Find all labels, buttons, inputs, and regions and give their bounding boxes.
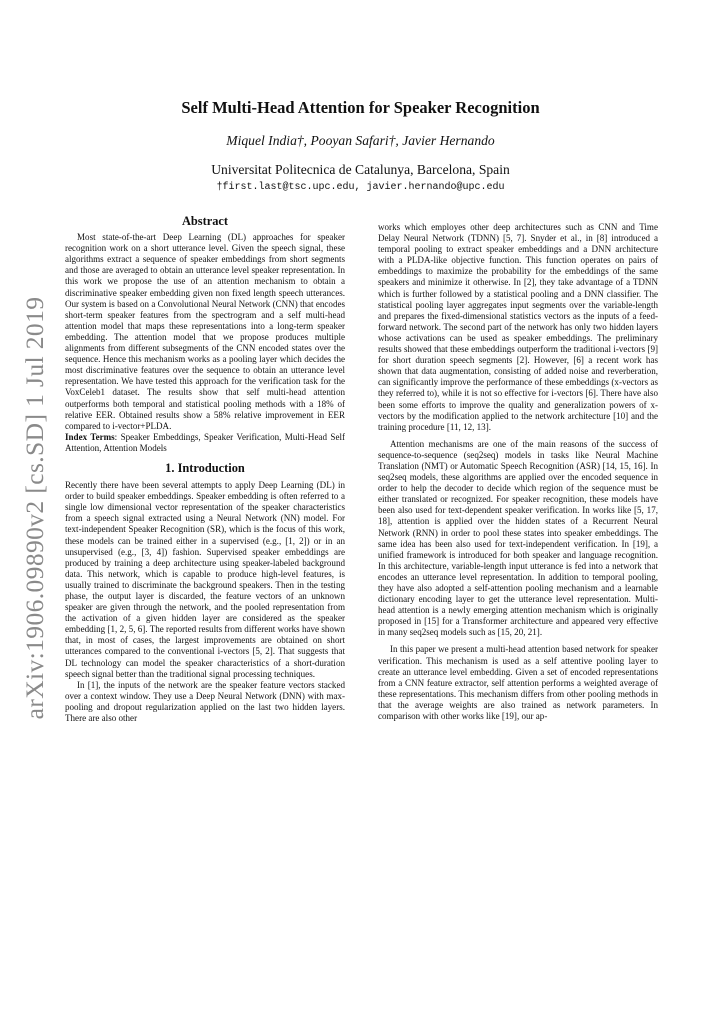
intro-paragraph-5: In this paper we present a multi-head attention based network for speaker verification. This mechanism is used as a self attentive pooling layer to create an utterance level embedding. Given a set of encoded representations from a CNN feature extractor, self attention performs a weighted average of these representations. This mechanism differs from other pooling methods in that the average weights are also trained as network parameters. In comparison with other works like [19], our ap- (378, 644, 658, 722)
intro-heading: 1. Introduction (165, 460, 245, 475)
index-terms-label: Index Terms (65, 431, 115, 442)
intro-paragraph-1: Recently there have been several attempts to apply Deep Learning (DL) in order to build speaker embeddings. Speaker embedding is often referred to a single low dimensional vector representation of the speaker characteristics from a speech signal extracted using a Neural Network (NN) model. For text-independent Speaker Recognition (SR), which is the focus of this work, these models can be trained either in a supervised (e.g., [1, 2]) or in an unsupervised (e.g., [3, 4]) fashion. Supervised speaker embeddings are produced by training a deep architecture using speaker-labeled background data. This network, which is capable to produce high-level features, is usually trained to discriminate the background speakers. Then in the testing phase, the output layer is discarded, the feature vectors of an unknown speaker are given through the network, and the pooled representation from the activation of a given hidden layer are considered as the speaker embedding [1, 2, 5, 6]. The reported results from different works have shown that, in most of cases, the largest improvements are obtained on short utterances compared to the conventional i-vectors [5, 2]. That suggests that DL technology can model the speaker characteristics of a short-duration speech signal better than the traditional signal processing techniques. (65, 480, 345, 679)
paper-emails: †first.last@tsc.upc.edu, javier.hernando@upc.edu (216, 182, 505, 193)
paper-authors: Miquel India†, Pooyan Safari†, Javier Hernando (226, 133, 495, 148)
left-column (65, 216, 345, 724)
paper-affiliation: Universitat Politecnica de Catalunya, Barcelona, Spain (211, 162, 510, 177)
intro-paragraph-4: Attention mechanisms are one of the main reasons of the success of sequence-to-sequence (seq2seq) models in tasks like Neural Machine Translation (NMT) or Automatic Speech Recognition (ASR) [14, 15, 16]. In seq2seq models, these algorithms are applied over the encoded sequence in order to help the decoder to decide which region of the sequence must be either translated or recognized. For speaker recognition, these models have been also used for text-dependent speaker verification. In works like [5, 17, 18], attention is applied over the hidden states of a Recurrent Neural Network (RNN) in order to pool these states into speaker embeddings. The same idea has been also used for text-independent verification. In [19], a unified framework is introduced for both speaker and language recognition. In this architecture, variable-length input utterance is fed into a network that encodes an utterance level representation. In addition to temporal pooling, they have also adopted a self-attention pooling mechanism and a learnable dictionary encoding layer to get the utterance level representation. Multi-head attention is a newly emerging attention mechanism which is originally proposed in [15] for a Transformer architecture and appeared very effective in many seq2seq models such as [15, 20, 21]. (378, 438, 658, 638)
arxiv-stamp (20, 296, 50, 720)
index-terms (65, 432, 345, 454)
abstract-heading: Abstract (181, 214, 229, 228)
paper-title: Self Multi-Head Attention for Speaker Recognition (181, 98, 540, 117)
arxiv-id: arXiv:1906.09890v2 [cs.SD] 1 Jul 2019 (20, 296, 49, 720)
abstract-text: Most state-of-the-art Deep Learning (DL) approaches for speaker recognition work on a short utterance level. Given the speech signal, these algorithms extract a sequence of speaker embeddings from short segments and those are averaged to obtain an utterance level speaker representation. In this work we propose the use of an attention mechanism to obtain a discriminative speaker embedding given non fixed length speech utterances. Our system is based on a Convolutional Neural Network (CNN) that encodes short-term speaker features from the spectrogram and a self multi-head attention model that maps these representations into a long-term speaker embedding. The attention model that we propose produces multiple alignments from different subsegments of the CNN encoded states over the sequence. Hence this mechanism works as a pooling layer which decides the most discriminative features over the sequence to obtain an utterance level representation. We have tested this approach for the verification task for the VoxCeleb1 dataset. The results show that self multi-head attention outperforms both temporal and statistical pooling methods with a 18% of relative EER. Obtained results show a 58% relative improvement in EER compared to i-vector+PLDA. (65, 232, 345, 431)
intro-paragraph-2: In [1], the inputs of the network are the speaker feature vectors stacked over a context window. They use a Deep Neural Network (DNN) with max-pooling and dropout regularization applied on the last two hidden layers. There are also other (65, 679, 345, 724)
right-column (378, 222, 658, 722)
intro-paragraph-3: works which employes other deep architectures such as CNN and Time Delay Neural Network (TDNN) [5, 7]. Snyder et al., in [8] introduced a temporal pooling to extract speaker embeddings and a DNN architecture with a PLDA-like objective function. This function operates on pairs of embeddings to maximize the probability for the embeddings of the same speakers and minimize it otherwise. In [2], they take advantage of a TDNN which is further followed by a statistical pooling and a DNN classifier. The statistical pooling layer aggregates input segments over the variable-length and prepares the fixed-dimensional statistics vectors as the inputs of a feed-forward network. The second part of the network has only two hidden layers whose activations can be used as speaker embeddings. The preliminary results showed that these embeddings outperform the traditional i-vectors [9] for short duration speech segments [2]. However, [6] a recent work has shown that data augmentation, consisting of added noise and reverberation, can significantly improve the performance of these embeddings (x-vectors as they referred to), while it is not so effective for i-vectors [6]. There have also been some efforts to improve the quality and generalization powers of x-vectors by the modification applied to the network architecture [10] and the training procedure [11, 12, 13]. (378, 222, 658, 432)
index-terms-text: : Speaker Embeddings, Speaker Verification, Multi-Head Self Attention, Attention Models (65, 431, 346, 453)
